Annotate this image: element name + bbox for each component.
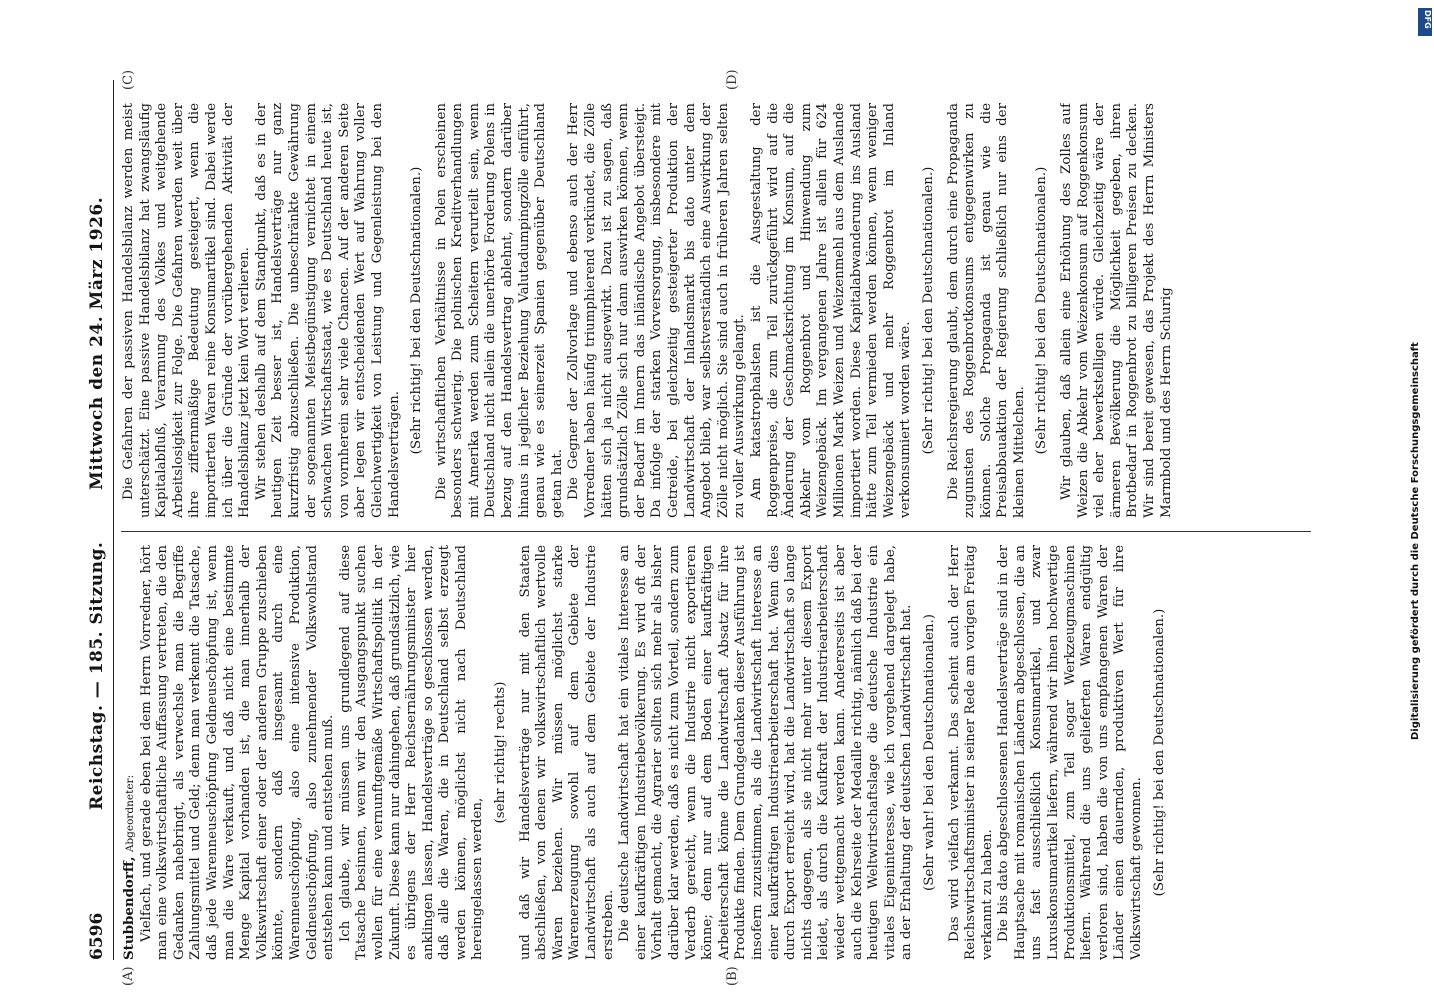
paragraph: Am katastrophalsten ist die Ausgestaltung der Roggenpreise, die zum Teil zurückgeführt wird auf die Änderung der Geschmacksrichtung im Konsum, auf die Abkehr vom Roggenbrot und Hinwendung zum Weizengebäck. Im vergangenen Jahre ist allein für 624 Millionen Mark Weizen und Weizenmehl aus dem Auslande importiert worden. Diese Kapitalabwanderung ins Ausland hätte zum Teil vermieden werden können, wenn weniger Weizengebäck und mehr Roggenbrot im Inland verkonsumiert worden wäre. <box>748 103 914 518</box>
interjection: (Sehr richtig! bei den Deutschnationalen.) <box>409 166 425 455</box>
column-divider <box>121 531 1311 532</box>
session-title: Reichstag. — 185. Sitzung. <box>87 541 107 810</box>
interjection: (Sehr wahr! bei den Deutschnationalen.) <box>921 613 937 892</box>
paragraph: Die deutsche Landwirtschaft hat ein vitales Interesse an einer kaufkräftigen Industriebevölkerung. Es wird oft der Vorhalt gemacht, die Agrarier sollten sich mehr als bisher darüber klar werden, daß es nicht zum Vorteil, sondern zum Verderb gereicht, wenn die Industrie nicht exportieren könne; denn nur auf dem Boden einer kaufkräftigen Arbeiterschaft könne die Landwirtschaft Absatz für ihre Produkte finden. Dem Grundgedanken dieser Ausführung ist insofern zuzustimmen, als die Landwirtschaft Interesse an einer kaufkräftigen Industriearbeiterschaft hat. Wenn dies durch Export erreicht wird, hat die Landwirtschaft so lange nichts dagegen, als sie nicht mehr unter diesem Export leidet, als durch die Kaufkraft der Industriearbeiterschaft wieder wettgemacht werden kann. Andererseits ist aber auch die Kehrseite der Medaille richtig, nämlich daß bei der heutigen Weltwirtschaftslage die deutsche Industrie ein vitales Eigeninteresse, wie ich vorgehend dargelegt habe, an der Erhaltung der deutschen Landwirtschaft hat. <box>617 545 915 960</box>
paragraph: und daß wir Handelsverträge nur mit den Staaten abschließen, von denen wir volkswirtschaftlich wertvolle Waren beziehen. Wir müssen möglichst starke Warenerzeugung sowohl auf dem Gebiete der Landwirtschaft als auch auf dem Gebiete der Industrie erstreben. <box>517 545 616 960</box>
interjection: (sehr richtig! rechts) <box>493 681 509 824</box>
interjection: (Sehr richtig! bei den Deutschnationalen.) <box>920 166 936 455</box>
document-page <box>85 69 1325 986</box>
dfg-logo <box>1418 8 1432 36</box>
page-header <box>85 80 114 960</box>
margin-mark-d: (D) <box>725 69 740 90</box>
paragraph: Wir stehen deshalb auf dem Standpunkt, daß es in der heutigen Zeit besser ist, Handelsverträge nur ganz kurzfristig abzuschließen. Die unbeschränkte Gewährung der sogenannten Meistbegünstigung vernichtet in einem schwachen Wirtschaftsstaat, wie es Deutschland heute ist, von vornherein sehr viele Chancen. Auf der anderen Seite aber legen wir entscheidenden Wert auf Wahrung voller Gleichwertigkeit von Leistung und Gegenleistung bei den Handelsverträgen. <box>253 103 402 518</box>
page-number: 6596 <box>87 912 107 960</box>
paragraph: Das wird vielfach verkannt. Das scheint auch der Herr Reichswirtschaftsminister in seiner Rede am vorigen Freitag verkannt zu haben. <box>946 545 995 960</box>
paragraph: Die Reichsregierung glaubt, dem durch eine Propaganda zugunsten des Roggenbrotkonsums entgegenwirken zu können. Solche Propaganda ist genau wie die Preisabbauaktion der Regierung schließlich nur eins der kleinen Mittelchen. <box>945 103 1027 518</box>
paragraph: Die wirtschaftlichen Verhältnisse in Polen erscheinen besonders schwierig. Die polnischen Kreditverhandlungen mit Amerika werden zum Scheitern verurteilt sein, wenn Deutschland nicht allein die unerhörte Forderung Polens in bezug auf den Handelsvertrag ablehnt, sondern darüber hinaus in jeglicher Beziehung Valutadumpingzölle einführt, genau wie es seinerzeit Spanien gegenüber Deutschland getan hat. <box>433 103 565 518</box>
interjection: (Sehr richtig! bei den Deutschnationalen.) <box>1034 166 1050 455</box>
paragraph: Die bis dato abgeschlossenen Handelsverträge sind in der Hauptsache mit romanischen Ländern abgeschlossen, die an uns fast ausschließlich Konsumartikel, und zwar Luxuskonsumartikel liefern, während wir ihnen hochwertige Produktionsmittel, zum Teil sogar Werkzeugmaschinen liefern. Während die uns gelieferten Waren endgültig verloren sind, haben die von uns empfangenen Waren der Länder einen dauernden, produktiven Wert für ihre Volkswirtschaft gewonnen. <box>996 545 1145 960</box>
margin-mark-b: (B) <box>725 966 740 986</box>
left-column <box>121 545 1311 960</box>
paragraph: Die Gefahren der passiven Handelsbilanz werden meist unterschätzt. Eine passive Handelsbilanz hat zwangsläufig Kapitalabfluß, Verarmung des Volkes und weitgehende Arbeitslosigkeit zur Folge. Die Gefahren werden weit über ihre ziffernmäßige Bedeutung gesteigert, wenn die importierten Waren reine Konsumartikel sind. Dabei werde ich über die Gründe der vorübergehenden Aktivität der Handelsbilanz jetzt kein Wort verlieren. <box>121 103 253 518</box>
digitization-credit <box>1408 0 1428 1000</box>
paragraph: Vielfach, und gerade eben bei dem Herrn Vorredner, hört man eine volkswirtschaftliche Auffassung vertreten, die den Gedanken nahebringt, als verwechsle man die Begriffe Zahlungsmittel und Geld; denn man verkennt die Tatsache, daß jede Warenneuschöpfung Geldneuschöpfung ist, wenn man die Ware verkauft, und daß nicht eine bestimmte Menge Kapital vorhanden ist, die man innerhalb der Volkswirtschaft einer oder der anderen Gruppe zuschieben könnte, sondern daß insgesamt durch eine Warenneuschöpfung, also eine intensive Produktion, Geldneuschöpfung, also zunehmender Volkswohlstand entstehen kann und entstehen muß. <box>138 545 337 960</box>
margin-mark-a: (A) <box>121 966 136 986</box>
speaker-line <box>121 545 139 960</box>
paragraph: Ich glaube, wir müssen uns grundlegend auf diese Tatsache besinnen, wenn wir den Ausgangspunkt suchen wollen für eine vernunftgemäße Wirtschaftspolitik in der Zukunft. Diese kann nur dahingehen, daß grundsätzlich, wie es übrigens der Herr Reichsernährungsminister hier anklingen lassen, Handelsverträge so geschlossen werden, daß alle die Waren, die in Deutschland selbst erzeugt werden können, möglichst nicht nach Deutschland hereingelassen werden, <box>337 545 486 960</box>
dfg-logo-text: DFG <box>1423 10 1432 29</box>
interjection: (Sehr richtig! bei den Deutschnationalen.) <box>1151 608 1167 897</box>
credit-text: Digitalisierung gefördert durch die Deutsche Forschungsgemeinschaft <box>1410 342 1421 740</box>
paragraph: Die Gegner der Zollvorlage und ebenso auch der Herr Vorredner haben häufig triumphierend verkündet, die Zölle hätten sich ja nicht ausgewirkt. Dazu ist zu sagen, daß grundsätzlich Zölle sich nur dann auswirken können, wenn der Bedarf im Innern das inländische Angebot übersteigt. Da infolge der starken Vorversorgung, insbesondere mit Getreide, bei gleichzeitig gesteigerter Produktion der Landwirtschaft der Inlandsmarkt bis dato unter dem Angebot blieb, war selbstverständlich eine Auswirkung der Zölle nicht möglich. Sie sind auch in früheren Jahren selten zu voller Auswirkung gelangt. <box>566 103 748 518</box>
speaker-role: Abgeordneter: <box>124 774 136 853</box>
session-date: Mittwoch den 24. März 1926. <box>87 196 107 490</box>
margin-mark-c: (C) <box>121 69 136 90</box>
paragraph: Wir glauben, daß allein eine Erhöhung des Zolles auf Weizen die Abkehr vom Weizenkonsum auf Roggenkonsum viel eher bewerkstelligen würde. Gleichzeitig wäre der ärmeren Bevölkerung die Möglichkeit gegeben, ihren Brotbedarf in Roggenbrot zu billigeren Preisen zu decken. Wir sind bereit gewesen, das Projekt des Herrn Ministers Marmbold und des Herrn Schurig <box>1059 103 1174 518</box>
right-column <box>121 103 1311 518</box>
speaker-name: Stubbendorff, <box>121 856 137 960</box>
